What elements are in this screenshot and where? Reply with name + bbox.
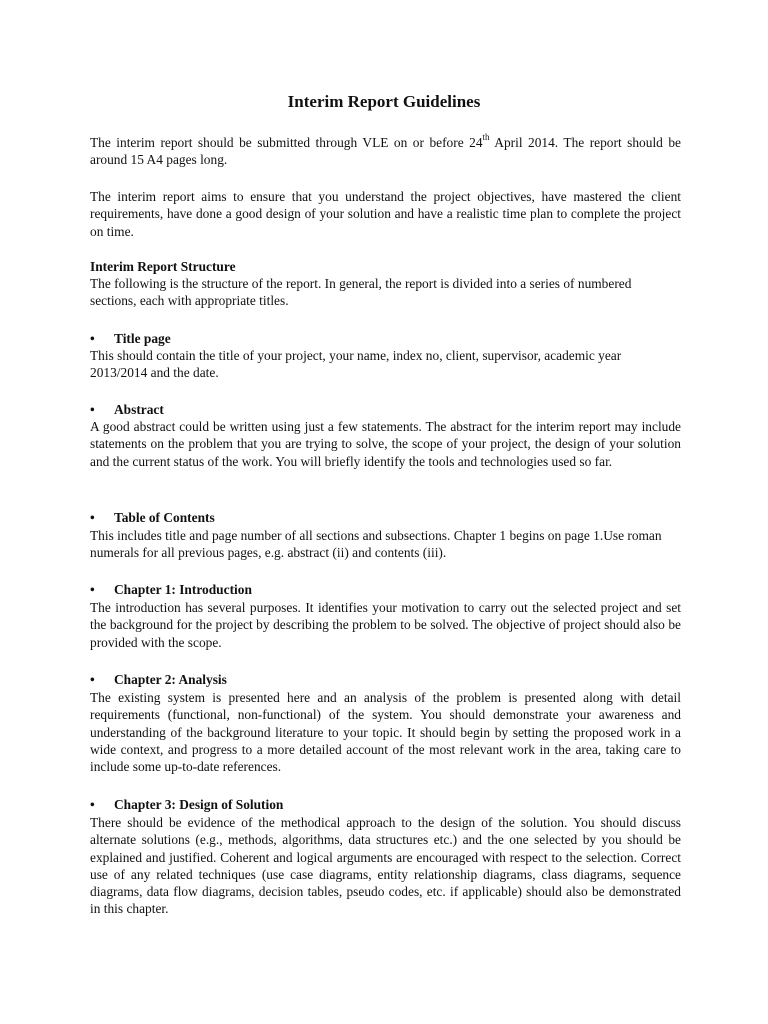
section-heading-label: Abstract xyxy=(114,402,164,417)
bullet-icon: • xyxy=(90,797,95,812)
section-text-table-of-contents: This includes title and page number of all sections and subsections. Chapter 1 begins on page 1.Use roman numerals for all previous pages, e.g. abstract (ii) and contents (iii). xyxy=(90,528,662,561)
bullet-icon: • xyxy=(90,582,95,597)
bullet-icon: • xyxy=(90,331,95,346)
section-heading-label: Chapter 3: Design of Solution xyxy=(114,797,284,812)
structure-paragraph: The following is the structure of the report. In general, the report is divided into a series of numbered sections, each with appropriate titles. xyxy=(90,276,632,309)
section-text-title-page: This should contain the title of your project, your name, index no, client, supervisor, academic year 2013/2014 and the date. xyxy=(90,348,622,381)
intro-submission-text-end: April 2014. The report should be around 15 A4 pages long. xyxy=(90,135,681,168)
section-heading-chapter-1-introduction xyxy=(90,581,252,598)
section-text-chapter-1-introduction: The introduction has several purposes. It identifies your motivation to carry out the selected project and set the background for the project by describing the problem to be solved. The objective of project should also be provided with the scope. xyxy=(90,600,681,650)
section-heading-chapter-2-analysis xyxy=(90,671,227,688)
intro-paragraph-aims: The interim report aims to ensure that you understand the project objectives, have mastered the client requirements, have done a good design of your solution and have a realistic time plan to complete the project on time. xyxy=(90,189,681,239)
intro-submission-text-start: The interim report should be submitted through VLE on or before 24 xyxy=(90,135,483,150)
section-text-chapter-2-analysis: The existing system is presented here and an analysis of the problem is presented along with detail requirements (functional, non-functional) of the system. You should demonstrate your awareness and understanding of the background literature to your topic. It should begin by setting the proposed work in a wide context, and progress to a more detailed account of the most relevant work in the area, taking care to include some up-to-date references. xyxy=(90,690,681,775)
structure-heading: Interim Report Structure xyxy=(90,259,236,274)
section-heading-label: Title page xyxy=(114,331,171,346)
section-heading-abstract xyxy=(90,401,164,418)
section-heading-title-page xyxy=(90,330,171,347)
section-text-abstract: A good abstract could be written using just a few statements. The abstract for the interim report may include statements on the problem that you are trying to solve, the scope of your project, the design of your solution and the current status of the work. You will briefly identify the tools and technologies used so far. xyxy=(90,419,681,469)
section-heading-table-of-contents xyxy=(90,509,215,526)
section-heading-label: Chapter 1: Introduction xyxy=(114,582,252,597)
intro-paragraph-submission xyxy=(90,131,681,169)
page-title: Interim Report Guidelines xyxy=(287,92,481,111)
section-heading-label: Table of Contents xyxy=(114,510,215,525)
bullet-icon: • xyxy=(90,510,95,525)
date-ordinal-suffix: th xyxy=(482,131,490,142)
section-heading-label: Chapter 2: Analysis xyxy=(114,672,227,687)
bullet-icon: • xyxy=(90,672,95,687)
section-text-chapter-3-design: There should be evidence of the methodical approach to the design of the solution. You should discuss alternate solutions (e.g., methods, algorithms, data structures etc.) and the one selected by you should be explained and justified. Coherent and logical arguments are encouraged with respect to the selection. Correct use of any related techniques (use case diagrams, entity relationship diagrams, class diagrams, sequence diagrams, data flow diagrams, decision tables, pseudo codes, etc. if applicable) should also be demonstrated in this chapter. xyxy=(90,815,681,917)
section-heading-chapter-3-design xyxy=(90,796,283,813)
bullet-icon: • xyxy=(90,402,95,417)
